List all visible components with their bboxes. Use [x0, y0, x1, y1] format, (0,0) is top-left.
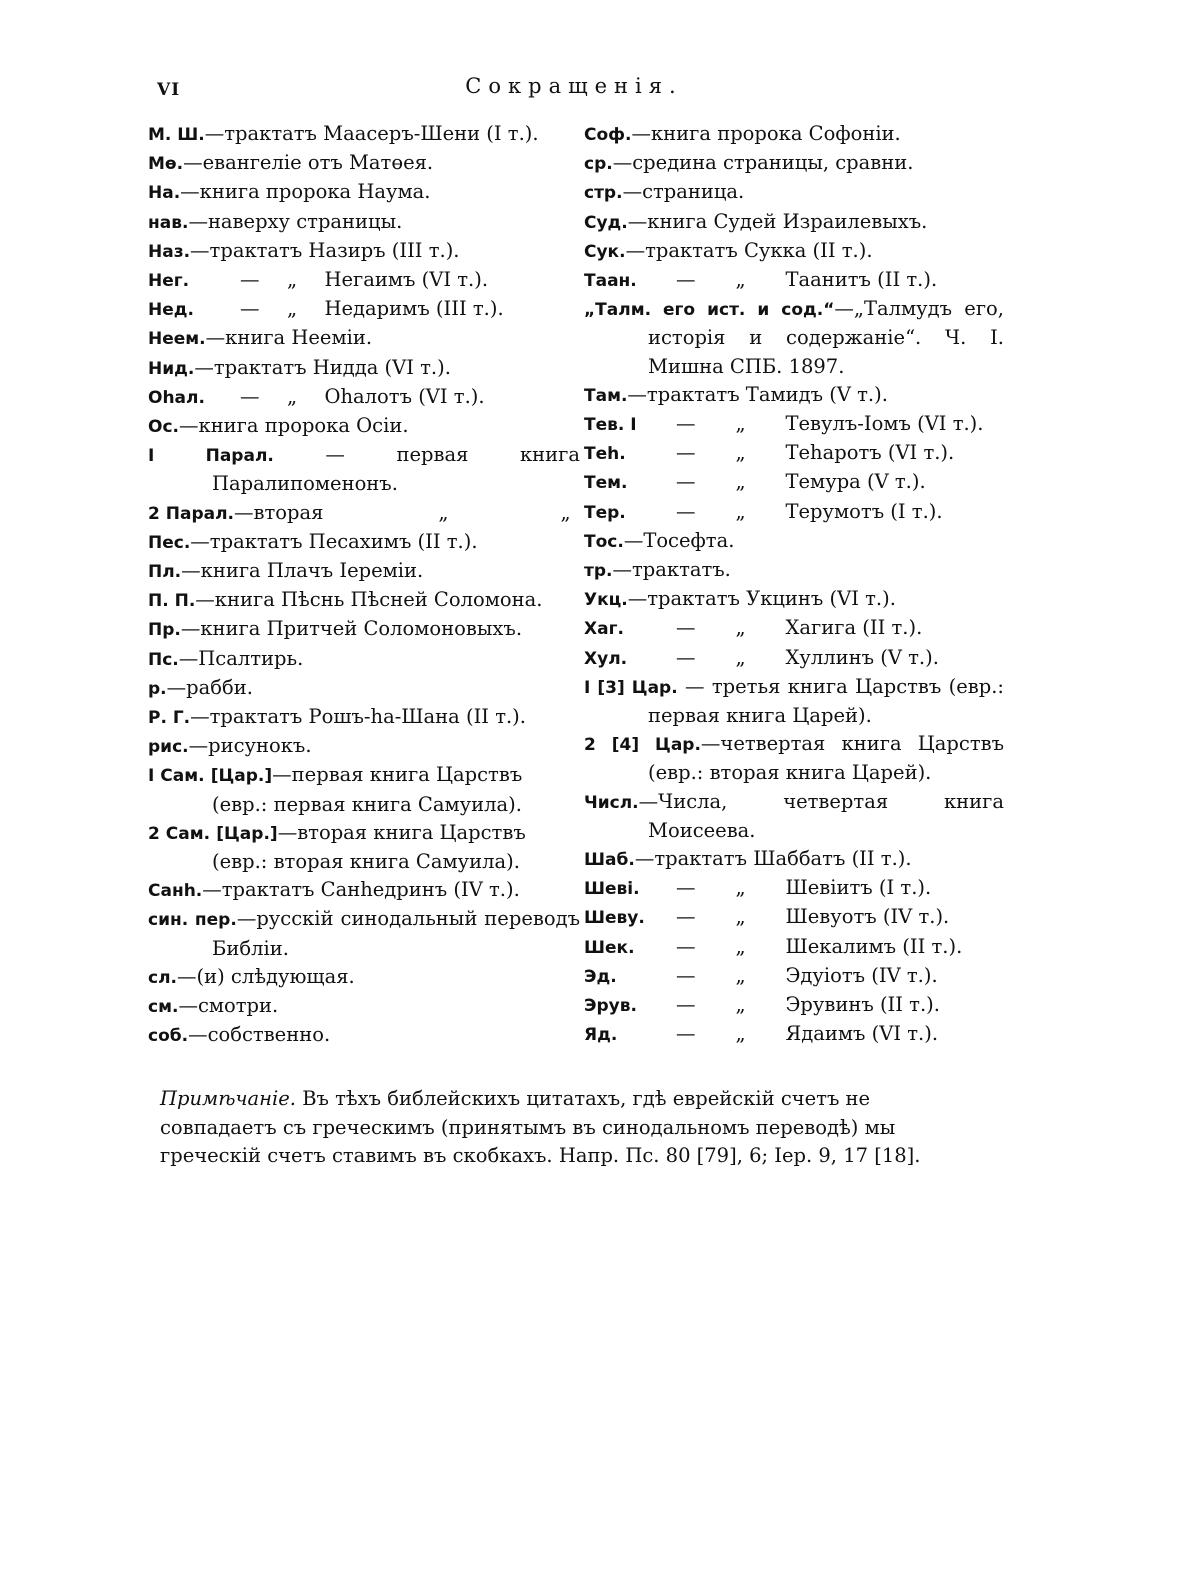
list-item — [148, 266, 580, 295]
list-item — [148, 674, 580, 703]
list-item — [584, 673, 1004, 730]
entry-text: Негаимъ (VI т.). — [324, 268, 489, 292]
entry-text: Шекалимъ (II т.). — [785, 934, 963, 958]
entry-abbr: Хаг. — [584, 619, 624, 640]
list-item — [148, 354, 580, 383]
entry-text: Эрувинъ (II т.). — [785, 993, 940, 1017]
entry-text: Тевулъ-Іомъ (VI т.). — [785, 412, 984, 436]
entry-text: —трактатъ Назиръ (III т.). — [190, 238, 460, 262]
page-number: VI — [157, 80, 181, 100]
note-label: Примѣчаніе. — [160, 1087, 296, 1110]
list-item — [148, 732, 580, 761]
list-item — [584, 845, 1004, 874]
list-item — [584, 178, 1004, 207]
list-item — [148, 499, 580, 528]
list-item — [584, 991, 1004, 1020]
entry-text: Хуллинъ (V т.). — [785, 645, 939, 669]
entry-dash: — — [676, 645, 696, 669]
entry-abbr: Числ. — [584, 792, 639, 813]
entry-abbr: Шек. — [584, 937, 635, 958]
list-item — [584, 585, 1004, 614]
entry-abbr: Эрув. — [584, 996, 637, 1017]
entry-text: —наверху страницы. — [188, 209, 403, 233]
list-item — [148, 178, 580, 207]
entry-abbr-bracket: [Цар.] — [216, 823, 278, 844]
entry-text: —книга Нееміи. — [205, 326, 373, 350]
list-item — [584, 788, 1004, 845]
list-item — [148, 703, 580, 732]
list-item — [148, 383, 580, 412]
ditto-mark: „ — [286, 268, 298, 292]
list-item — [148, 120, 580, 149]
entry-abbr: Тем. — [584, 473, 628, 494]
left-column — [148, 120, 580, 1051]
entry-text: —рисунокъ. — [188, 734, 312, 758]
entry-abbr-bracket: [Цар.] — [210, 766, 273, 787]
ditto-mark: „ — [735, 993, 746, 1017]
note-text: Въ тѣхъ библейскихъ цитатахъ, гдѣ еврейскій счетъ не — [296, 1087, 871, 1110]
entry-abbr: Тев. I — [584, 415, 637, 436]
entry-text: —книга Плачъ Іереміи. — [181, 559, 424, 583]
entry-abbr: Хул. — [584, 648, 628, 669]
entry-abbr: р. — [148, 678, 167, 699]
entry-abbr: Пес. — [148, 532, 191, 553]
entry-text: —трактатъ Шаббатъ (II т.). — [634, 847, 912, 871]
ditto-mark: „ — [735, 470, 746, 494]
entry-abbr: Таан. — [584, 271, 637, 292]
entry-dash: — — [676, 993, 696, 1017]
entry-abbr: Шеві. — [584, 879, 640, 900]
entry-abbr: 2 Сам. — [148, 823, 211, 844]
list-item — [584, 962, 1004, 991]
entry-text: —Числа, четвертая книга Моисеева. — [638, 789, 1004, 842]
entry-text: Темура (V т.). — [785, 470, 926, 494]
entry-text: —трактатъ Укцинъ (VI т.). — [627, 587, 896, 611]
entry-text: —собственно. — [188, 1023, 331, 1047]
list-item — [148, 615, 580, 644]
entry-text: —первая книга Царствъ (евр.: первая книга Самуила). — [212, 763, 523, 816]
entry-abbr: На. — [148, 183, 181, 204]
entry-text: —трактатъ Тамидъ (V т.). — [627, 382, 888, 406]
list-item — [584, 614, 1004, 643]
list-item — [148, 441, 580, 498]
entry-abbr: 2 Парал. — [148, 503, 234, 524]
list-item — [584, 644, 1004, 673]
list-item — [148, 876, 580, 905]
entry-dash: — — [676, 470, 696, 494]
entry-text: Недаримъ (III т.). — [324, 297, 504, 321]
entry-text: —трактатъ. — [612, 558, 731, 582]
list-item — [148, 208, 580, 237]
entry-text: —средина страницы, сравни. — [612, 151, 914, 175]
list-item — [148, 905, 580, 962]
entry-abbr: Сук. — [584, 241, 626, 262]
entry-dash: — — [676, 934, 696, 958]
entry-abbr: Санһ. — [148, 881, 203, 902]
entry-dash: — — [676, 905, 696, 929]
list-item — [584, 439, 1004, 468]
ditto-mark: „ — [735, 934, 746, 958]
entry-abbr: Нид. — [148, 358, 195, 379]
list-item — [148, 819, 580, 876]
entry-abbr: нав. — [148, 212, 189, 233]
entry-abbr: Р. Г. — [148, 708, 191, 729]
entry-abbr: Нег. — [148, 271, 190, 292]
entry-dash: — — [240, 297, 260, 321]
entry-text: —трактатъ Рошъ-һа-Шана (II т.). — [190, 705, 526, 729]
list-item — [584, 381, 1004, 410]
entry-abbr: сл. — [148, 967, 177, 988]
entry-abbr: Эд. — [584, 966, 617, 987]
list-item — [584, 556, 1004, 585]
entry-abbr: Наз. — [148, 241, 191, 262]
entry-text: Терумотъ (I т.). — [785, 499, 943, 523]
entry-abbr: Шаб. — [584, 850, 635, 871]
entry-text: —страница. — [622, 180, 745, 204]
list-item — [148, 1021, 580, 1050]
entry-dash: — — [676, 412, 696, 436]
entry-text: —смотри. — [178, 994, 279, 1018]
list-item — [148, 295, 580, 324]
list-item — [584, 149, 1004, 178]
note-line — [160, 1085, 978, 1114]
entry-abbr: см. — [148, 997, 179, 1018]
entry-abbr: Тос. — [584, 531, 624, 552]
entry-abbr: Пл. — [148, 562, 182, 583]
entry-dash: — — [676, 1022, 696, 1046]
ditto-mark: „ — [735, 441, 746, 465]
ditto-mark: „ — [735, 1022, 746, 1046]
right-column — [584, 120, 1004, 1050]
list-item — [148, 149, 580, 178]
entry-text: —трактатъ Песахимъ (II т.). — [190, 529, 478, 553]
list-item — [584, 410, 1004, 439]
entry-dash: — — [676, 499, 696, 523]
entry-text: — первая книга Паралипоменонъ. — [212, 443, 580, 496]
entry-abbr: Яд. — [584, 1025, 618, 1046]
entry-dash: — — [676, 876, 696, 900]
list-item — [584, 468, 1004, 497]
list-item — [584, 1020, 1004, 1049]
entry-abbr: Соф. — [584, 125, 632, 145]
list-item — [584, 208, 1004, 237]
entry-abbr: тр. — [584, 561, 613, 582]
entry-text: —вторая книга Царствъ (евр.: вторая книга Самуила). — [212, 820, 526, 874]
entry-dash: — — [676, 963, 696, 987]
entry-abbr: Укц. — [584, 590, 628, 611]
entry-text: Ядаимъ (VI т.). — [785, 1022, 939, 1046]
entry-text: Шевіитъ (I т.). — [785, 876, 932, 900]
entry-abbr: син. пер. — [148, 910, 237, 931]
list-item — [148, 645, 580, 674]
entry-abbr: I Сам. — [148, 766, 205, 787]
entry-dash: — — [676, 441, 696, 465]
entry-text: —книга пророка Наума. — [180, 180, 431, 204]
entry-abbr: М. Ш. — [148, 125, 205, 145]
entry-abbr: Неем. — [148, 329, 206, 350]
list-item — [148, 557, 580, 586]
entry-text: —четвертая книга Царствъ (евр.: вторая книга Царей). — [648, 732, 1004, 785]
ditto-mark: „ — [735, 616, 746, 640]
ditto-mark: „ — [735, 876, 746, 900]
ditto-mark: „ — [735, 905, 746, 929]
entry-abbr: Суд. — [584, 212, 628, 233]
entry-abbr: Пс. — [148, 649, 179, 670]
entry-abbr: 2 [4] Цар. — [584, 735, 701, 756]
list-item — [148, 528, 580, 557]
list-item — [584, 266, 1004, 295]
entry-abbr: Оһал. — [148, 387, 205, 408]
list-item — [148, 963, 580, 992]
entry-abbr: рис. — [148, 737, 189, 758]
entry-abbr: Ос. — [148, 417, 179, 438]
list-item — [148, 324, 580, 353]
list-item — [584, 903, 1004, 932]
entry-text: Хагига (II т.). — [785, 616, 923, 640]
list-item — [148, 586, 580, 615]
entry-text: —рабби. — [166, 675, 253, 699]
note-line: совпадаетъ съ греческимъ (принятымъ въ синодальномъ переводѣ) мы — [160, 1115, 896, 1139]
entry-text: Эдуіотъ (IV т.). — [785, 963, 938, 987]
entry-text: —русскій синодальный переводъ Библіи. — [212, 907, 580, 960]
entry-text: —книга пророка Осіи. — [179, 414, 409, 438]
list-item — [148, 761, 580, 818]
entry-text: —трактатъ Санһедринъ (IV т.). — [202, 878, 520, 902]
entry-text: —трактатъ Сукка (II т.). — [625, 238, 873, 262]
entry-text: —евангеліе отъ Матөея. — [183, 151, 434, 175]
entry-abbr: Мө. — [148, 154, 184, 175]
entry-text: —книга пророка Софоніи. — [631, 122, 901, 145]
entry-dash: — — [240, 384, 260, 408]
list-item — [584, 933, 1004, 962]
entry-abbr: I [3] Цар. — [584, 677, 678, 698]
ditto-mark: „ — [560, 500, 571, 524]
list-item — [584, 874, 1004, 903]
entry-abbr: „Талм. его ист. и сод.“ — [584, 300, 835, 321]
list-item — [584, 237, 1004, 266]
entry-text: —вторая — [234, 500, 324, 524]
ditto-mark: „ — [735, 412, 746, 436]
ditto-mark: „ — [286, 384, 298, 408]
entry-abbr: соб. — [148, 1026, 189, 1047]
entry-text: Оһалотъ (VI т.). — [324, 384, 485, 408]
entry-abbr: стр. — [584, 183, 623, 204]
entry-text: —Тосефта. — [623, 528, 735, 552]
entry-abbr: Нед. — [148, 300, 194, 321]
ditto-mark: „ — [735, 963, 746, 987]
entry-text: —(и) слѣдующая. — [177, 964, 355, 988]
list-item — [584, 498, 1004, 527]
page-title: Сокращенія. — [465, 74, 683, 98]
entry-abbr: Шеву. — [584, 908, 645, 929]
list-item — [584, 527, 1004, 556]
entry-text: Таанитъ (II т.). — [785, 268, 938, 292]
entry-text: — третья книга Царствъ (евр.: первая книга Царей). — [648, 674, 1004, 728]
list-item — [148, 992, 580, 1021]
entry-abbr: Тер. — [584, 502, 626, 523]
ditto-mark: „ — [286, 297, 298, 321]
entry-text: —книга Притчей Соломоновыхъ. — [180, 617, 523, 641]
list-item — [148, 412, 580, 441]
entry-text: —„Талмудъ его, исторія и содержаніе“. Ч. I. Мишна СПБ. 1897. — [648, 297, 1005, 378]
ditto-mark: „ — [735, 268, 746, 292]
entry-text: Шевуотъ (IV т.). — [785, 905, 950, 929]
entry-dash: — — [676, 616, 696, 640]
entry-text: —трактатъ Маасеръ-Шени (I т.). — [204, 122, 539, 145]
entry-text: —книга Пѣснь Пѣсней Соломона. — [195, 588, 543, 612]
entry-text: —трактатъ Нидда (VI т.). — [194, 355, 451, 379]
list-item — [584, 120, 1004, 149]
entry-dash: — — [240, 268, 260, 292]
entry-abbr: I Парал. — [148, 446, 274, 467]
ditto-mark: „ — [735, 499, 746, 523]
note-line: греческій счетъ ставимъ въ скобкахъ. Напр. Пс. 80 [79], 6; Іер. 9, 17 [18]. — [160, 1144, 921, 1167]
entry-text: Теһаротъ (VI т.). — [785, 441, 955, 465]
entry-text: —книга Судей Израилевыхъ. — [627, 209, 928, 233]
entry-abbr: Пр. — [148, 620, 181, 641]
ditto-mark: „ — [438, 500, 449, 524]
footnote — [160, 1085, 978, 1171]
entry-abbr: Там. — [584, 385, 628, 406]
list-item — [584, 730, 1004, 787]
entry-abbr: Теһ. — [584, 444, 626, 465]
entry-abbr: ср. — [584, 154, 613, 175]
ditto-mark: „ — [735, 645, 746, 669]
entry-abbr: П. П. — [148, 591, 196, 612]
entry-dash: — — [676, 268, 696, 292]
list-item — [148, 237, 580, 266]
entry-text: —Псалтирь. — [178, 646, 304, 670]
list-item — [584, 295, 1004, 381]
